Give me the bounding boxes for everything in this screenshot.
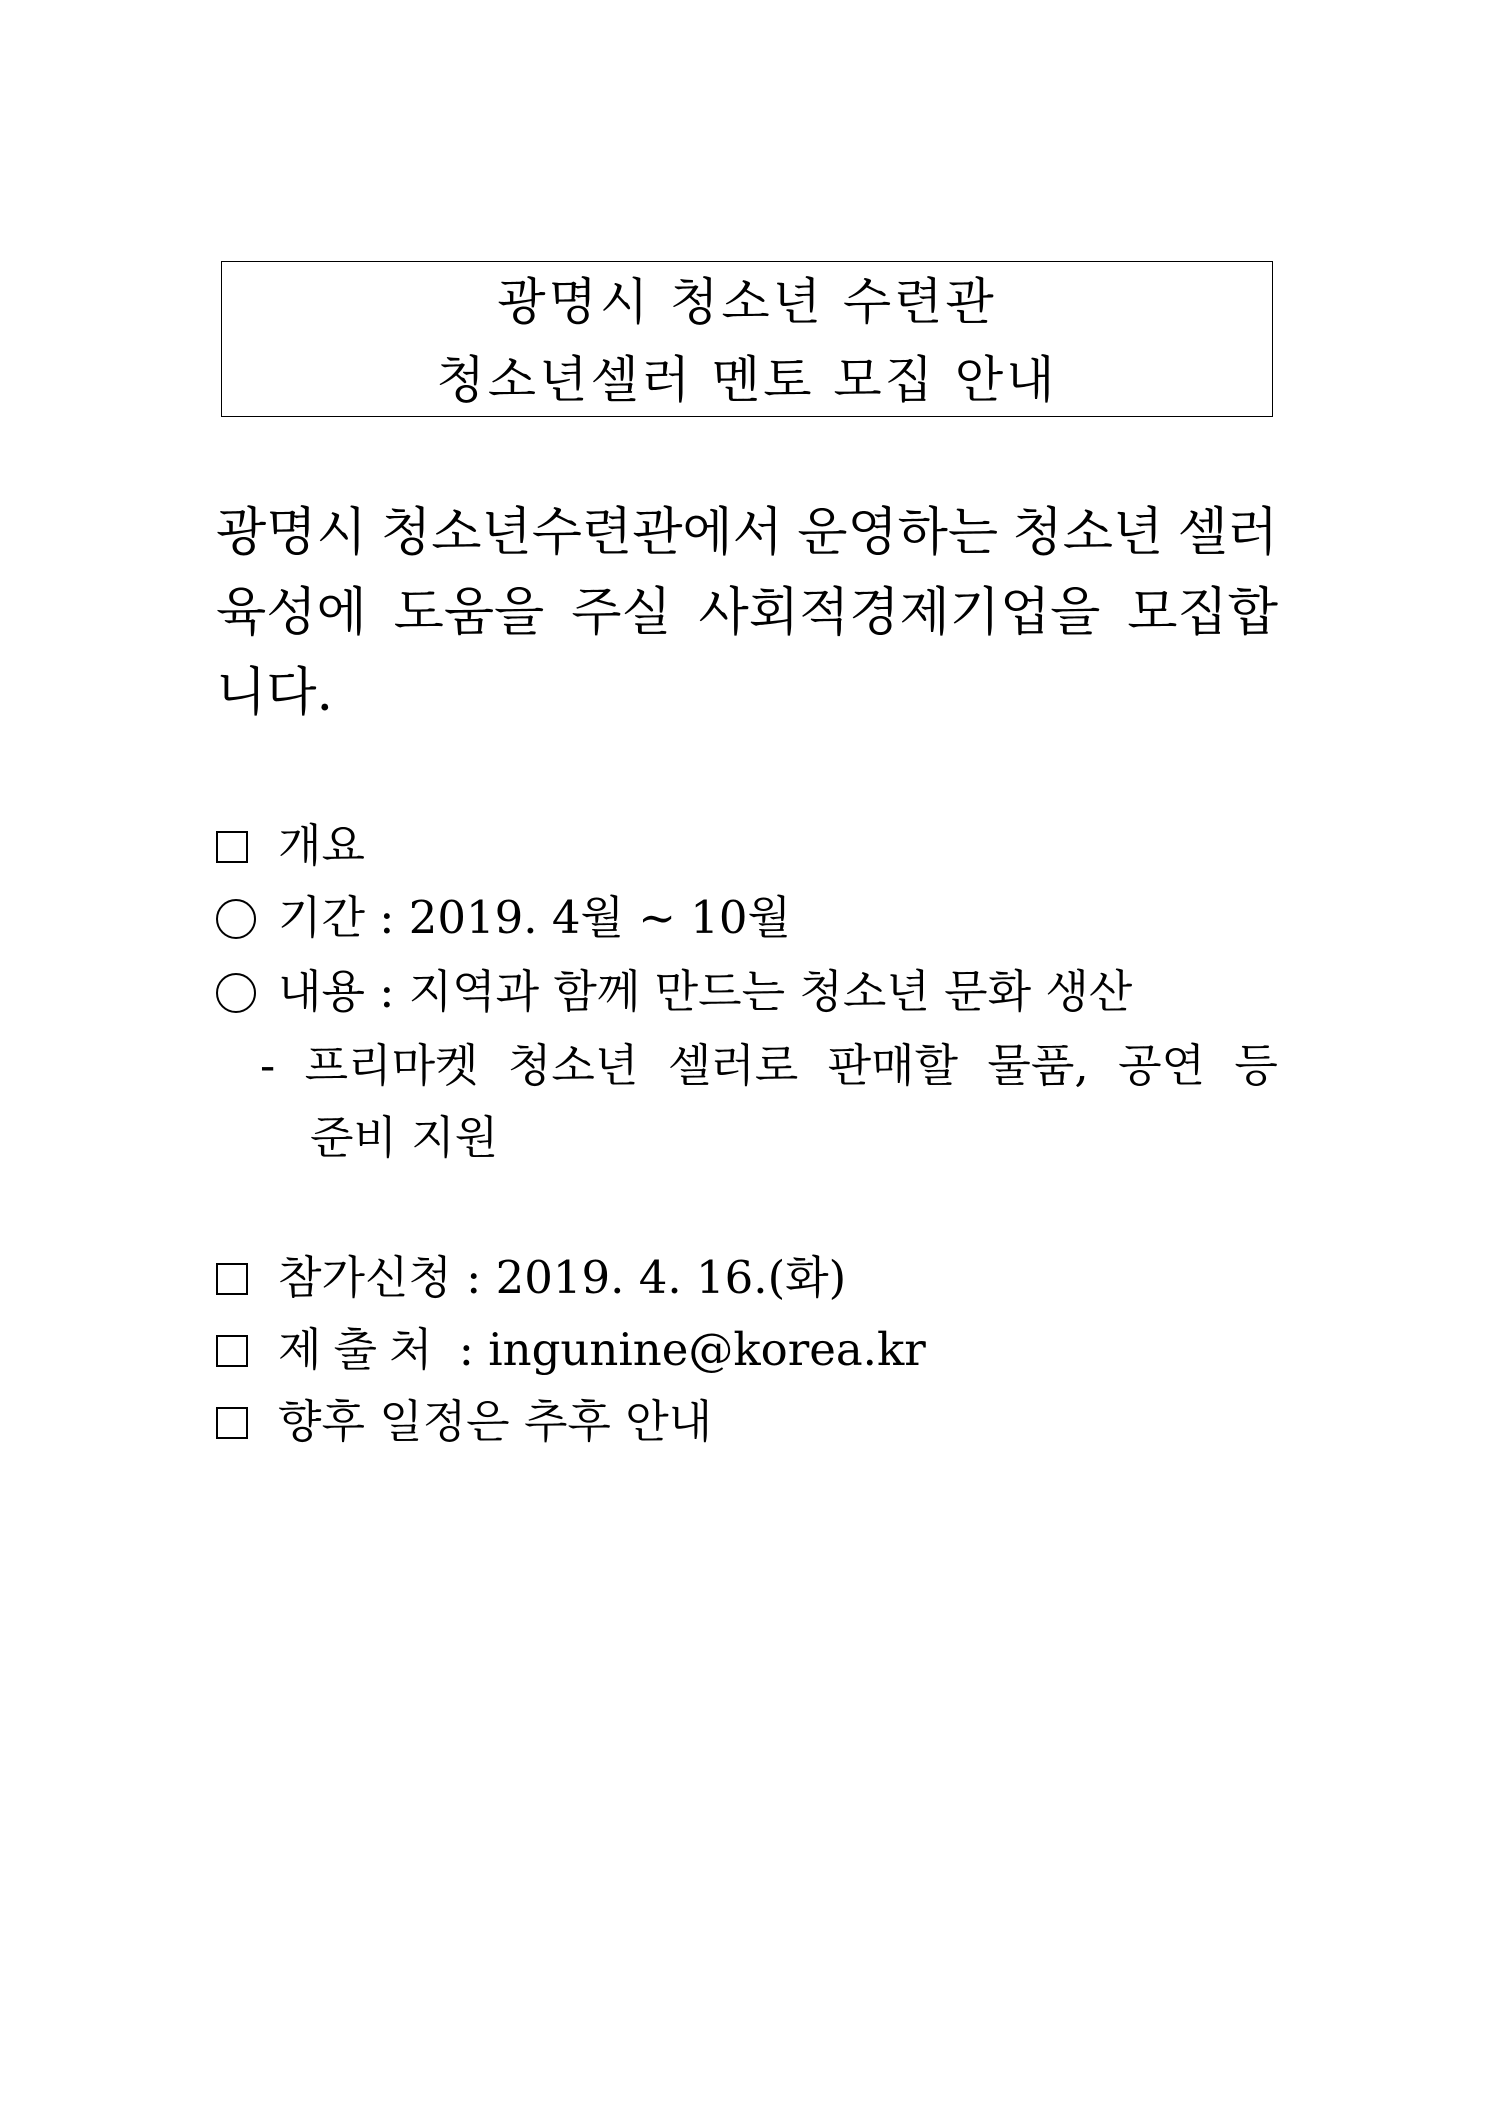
detail-word: 등 [1234,1039,1278,1092]
checkbox-square-icon [216,1407,248,1439]
section-submit [216,1322,926,1378]
checkbox-square-icon [216,1263,248,1295]
detail-continuation: 준비 지원 [310,1111,499,1164]
title-line-1: 광명시 청소년 수련관 [497,273,997,331]
section-apply [216,1250,846,1306]
content-text: 내용 : 지역과 함께 만드는 청소년 문화 생산 [278,965,1133,1018]
title-box [221,261,1273,417]
schedule-text: 향후 일정은 추후 안내 [278,1395,713,1448]
detail-line [260,1038,1278,1094]
section-period [216,890,791,946]
intro-word: 청소년 [1012,503,1164,563]
checkbox-square-icon [216,831,248,863]
intro-line-2 [216,583,1278,643]
intro-word: 셀러 [1177,503,1278,563]
checkbox-square-icon [216,1335,248,1367]
intro-word: 사회적경제기업을 [698,583,1101,643]
circle-bullet-icon [216,973,256,1013]
detail-word: 셀러로 [667,1039,799,1092]
intro-line-1 [216,503,1278,563]
intro-word: 운영하는 [797,503,999,563]
detail-word: 공연 [1118,1039,1206,1092]
overview-label: 개요 [278,819,365,872]
intro-line-3: 니다. [216,663,333,723]
title-line-2: 청소년셀러 멘토 모집 안내 [436,351,1058,409]
section-schedule [216,1394,712,1450]
intro-word: 도움을 [393,583,545,643]
submit-label: 제출처 [278,1323,445,1376]
intro-word: 육성에 [216,583,367,643]
submit-value: : ingunine@korea.kr [458,1323,926,1376]
detail-word: 물품, [987,1039,1089,1092]
detail-word: 프리마켓 [304,1039,479,1092]
section-overview [216,818,365,874]
intro-word: 청소년수련관에서 [381,503,783,563]
apply-text: 참가신청 : 2019. 4. 16.(화) [278,1251,847,1304]
intro-word: 주실 [571,583,672,643]
detail-word: 청소년 [507,1039,639,1092]
intro-word: 광명시 [216,503,367,563]
period-text: 기간 : 2019. 4월 ~ 10월 [278,891,791,944]
intro-word: 모집합 [1127,583,1278,643]
circle-bullet-icon [216,899,256,939]
section-content [216,964,1132,1020]
detail-word: - [260,1039,276,1092]
detail-word: 판매할 [827,1039,958,1092]
